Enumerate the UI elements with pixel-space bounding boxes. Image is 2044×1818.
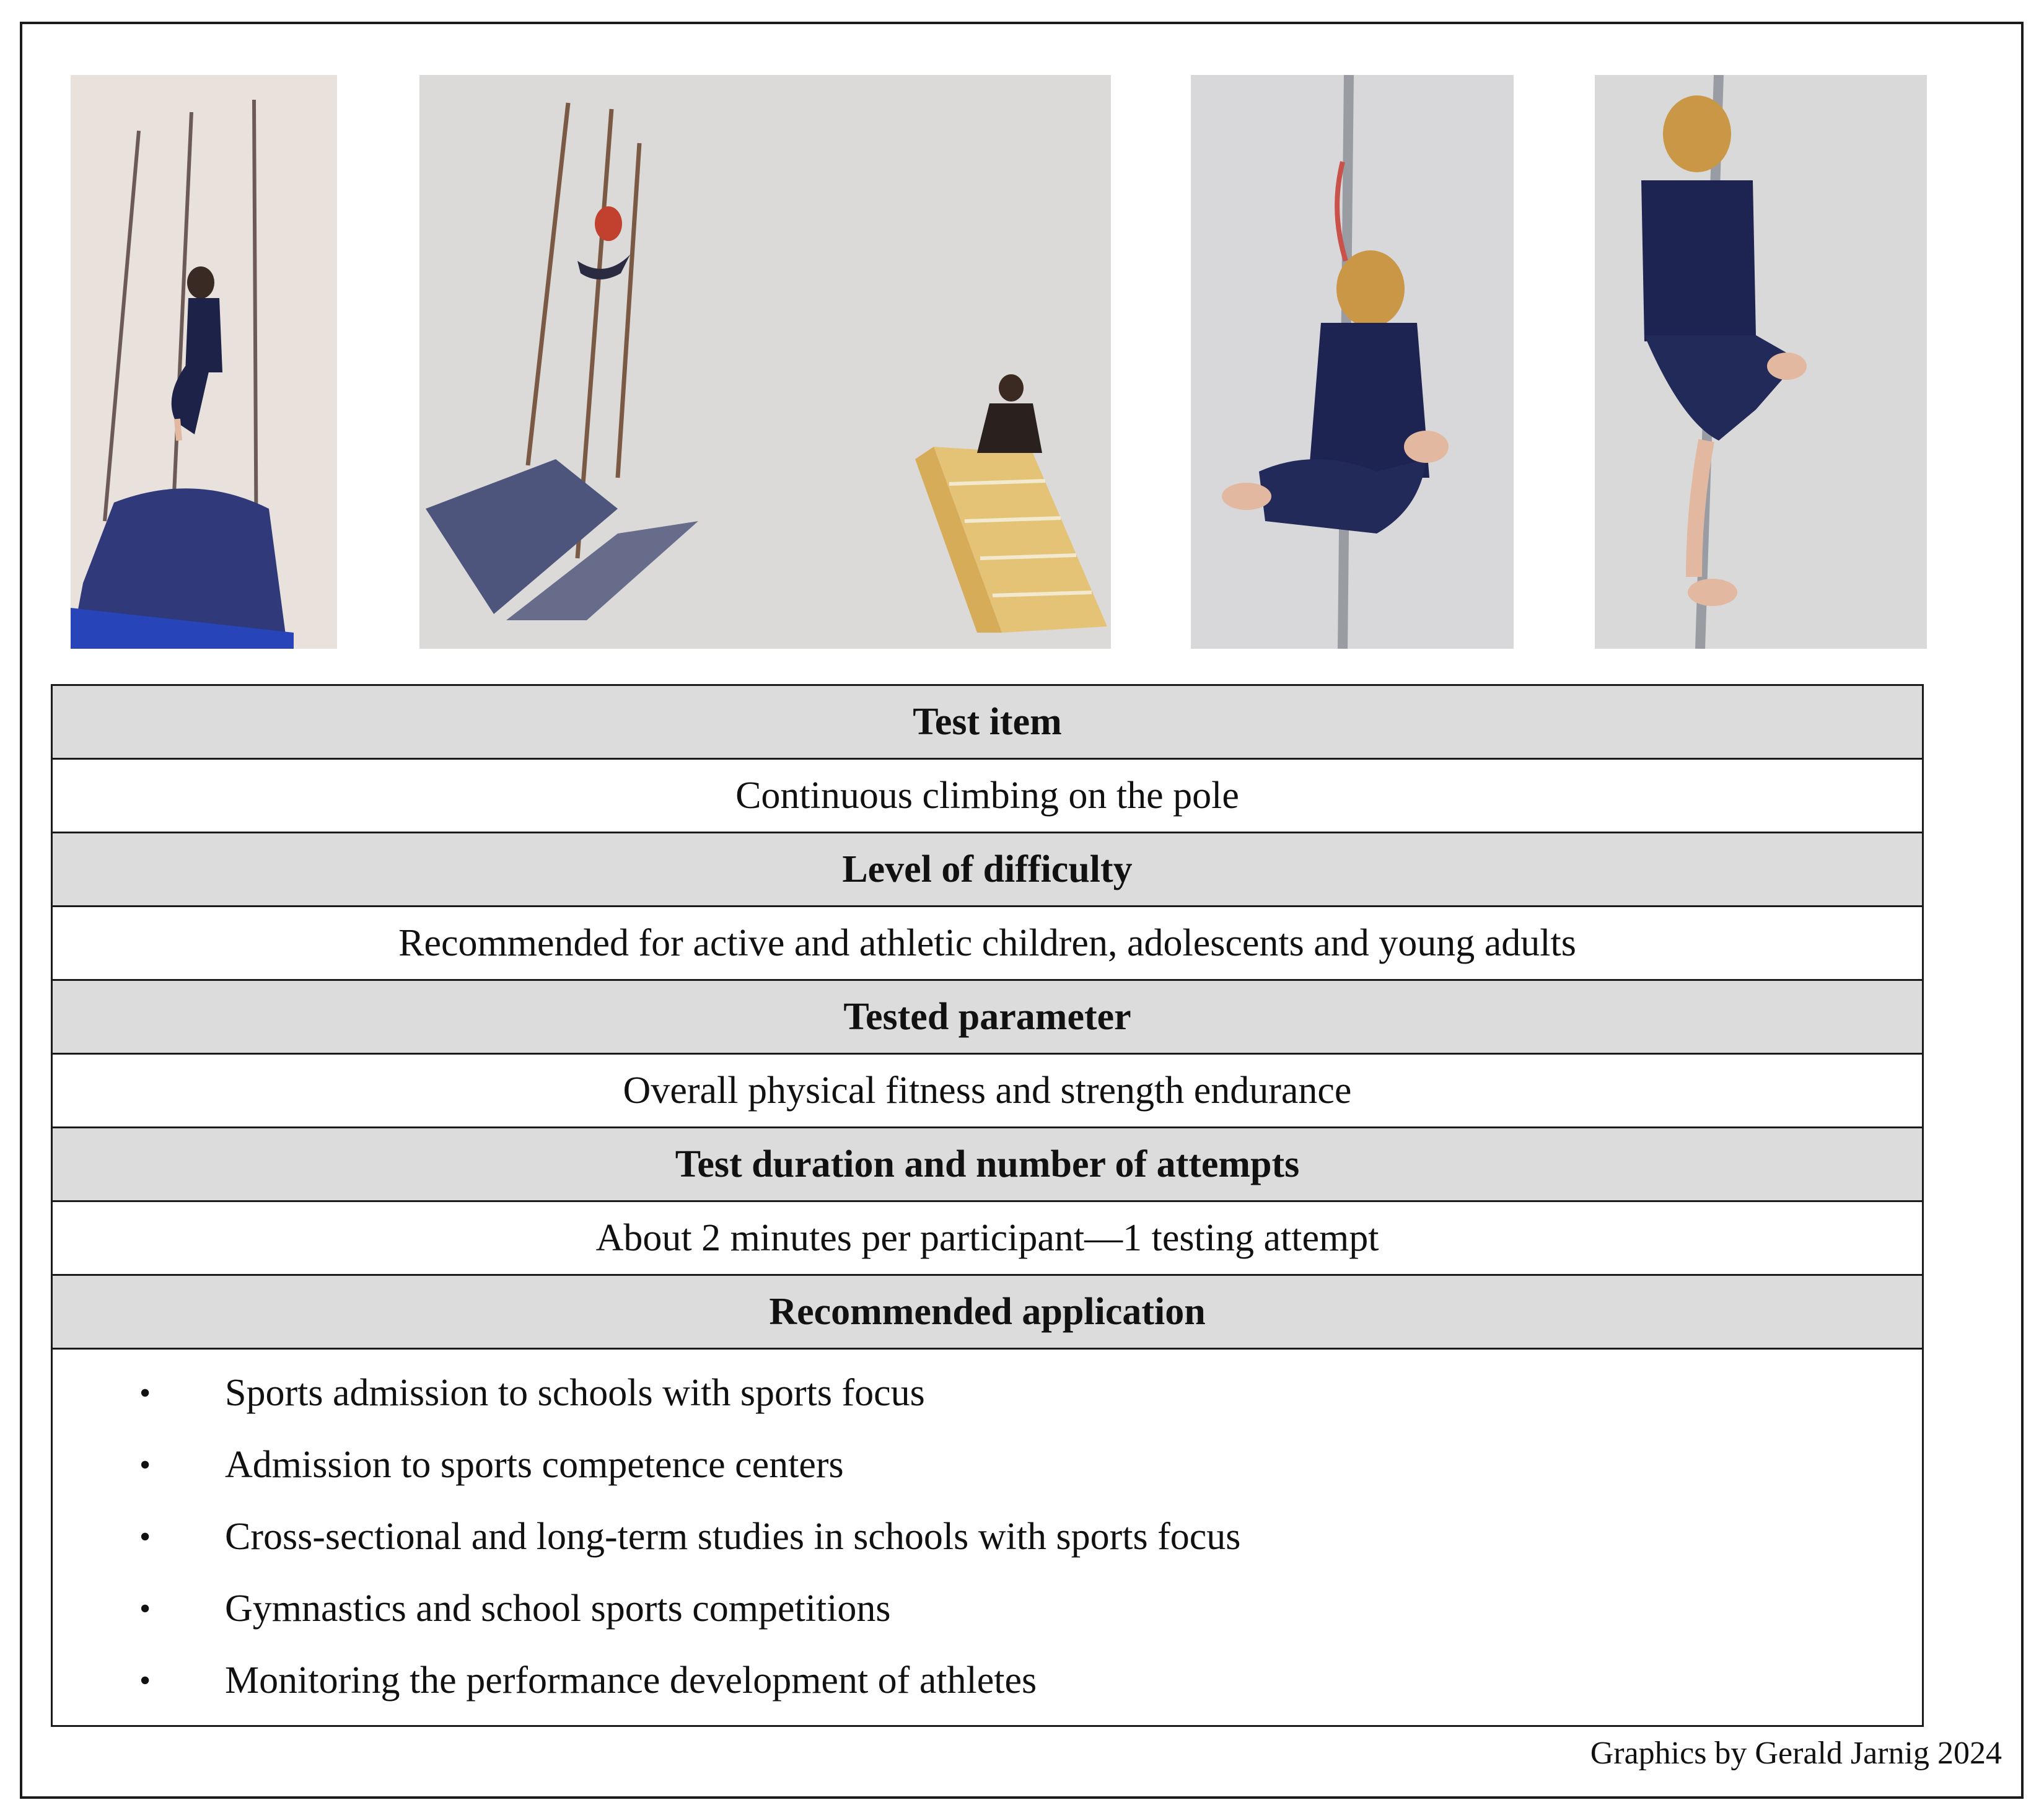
- bullet-icon: •: [139, 1375, 151, 1411]
- section-value-difficulty: Recommended for active and athletic children, adolescents and young adults: [53, 907, 1922, 981]
- photo-test-setup: [419, 75, 1111, 649]
- section-header-test-item: Test item: [53, 686, 1922, 760]
- bullet-icon: •: [139, 1447, 151, 1483]
- section-value-duration: About 2 minutes per participant—1 testing attempt: [53, 1202, 1922, 1276]
- bullet-icon: •: [139, 1662, 151, 1698]
- section-header-duration: Test duration and number of attempts: [53, 1128, 1922, 1202]
- list-item: • Monitoring the performance development of athletes: [53, 1645, 1922, 1716]
- section-header-tested-parameter: Tested parameter: [53, 981, 1922, 1055]
- section-value-tested-parameter: Overall physical fitness and strength endurance: [53, 1055, 1922, 1128]
- list-item: • Gymnastics and school sports competitions: [53, 1573, 1922, 1645]
- list-item: • Admission to sports competence centers: [53, 1429, 1922, 1501]
- photo-climber-rope-grip: [1191, 75, 1514, 649]
- photo-climber-full-view: [71, 75, 337, 649]
- bullet-icon: •: [139, 1591, 151, 1627]
- photo-climber-leg-wrap: [1595, 75, 1927, 649]
- application-list: [53, 1350, 1922, 1725]
- section-header-application: Recommended application: [53, 1276, 1922, 1350]
- section-header-difficulty: Level of difficulty: [53, 833, 1922, 907]
- bullet-icon: •: [139, 1519, 151, 1555]
- graphics-credit: Graphics by Gerald Jarnig 2024: [1590, 1736, 2002, 1771]
- section-value-test-item: Continuous climbing on the pole: [53, 760, 1922, 833]
- test-info-table: [51, 684, 1924, 1727]
- list-item: • Sports admission to schools with sports focus: [53, 1357, 1922, 1429]
- list-item: • Cross-sectional and long-term studies in schools with sports focus: [53, 1501, 1922, 1573]
